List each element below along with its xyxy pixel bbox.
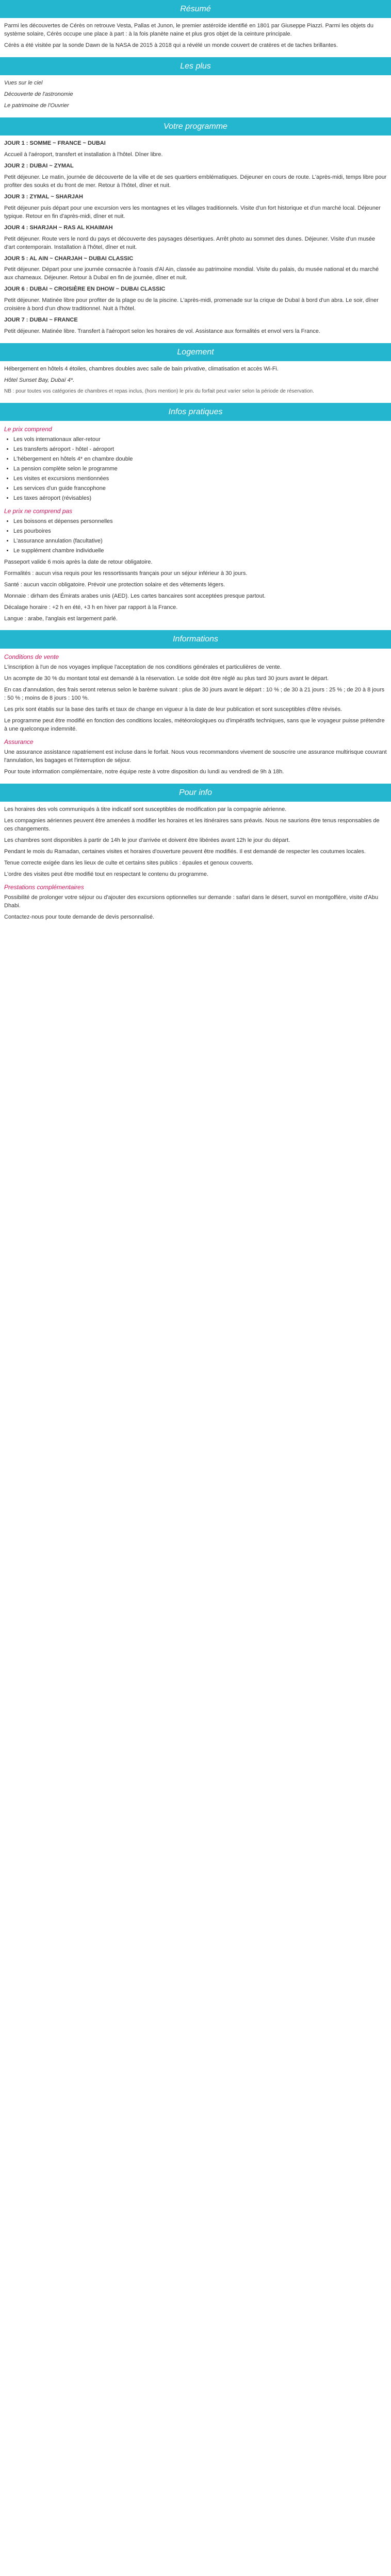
pratiques-paragraph-4: Monnaie : dirham des Émirats arabes unis (AED). Les cartes bancaires sont acceptées presque partout.	[4, 592, 266, 599]
page	[0, 0, 391, 925]
section-band-programme: Votre programme	[0, 117, 391, 135]
program-day-text: Petit déjeuner. Matinée libre pour profiter de la plage ou de la piscine. L'après-midi, promenade sur la crique de Dubaï à bord d'un abra. Le soir, dîner croisière à bord d'un dhow traditionnel. Nuit à l'hôtel.	[4, 297, 379, 312]
pratiques-paragraph-5: Décalage horaire : +2 h en été, +3 h en hiver par rapport à la France.	[4, 604, 178, 611]
list-item: • Les taxes aéroport (révisables)	[13, 495, 387, 503]
informations-subheading: Conditions de vente	[4, 653, 59, 660]
pourinfo-subheading: Prestations complémentaires	[4, 883, 84, 891]
section-band-pourinfo: Pour info	[0, 784, 391, 802]
included-list	[13, 436, 387, 503]
pratiques-paragraph-1: Passeport valide 6 mois après la date de retour obligatoire.	[4, 558, 153, 565]
informations-paragraph-4: Les prix sont établis sur la base des tarifs et taux de change en vigueur à la date de leur publication et sont susceptibles d'être révisés.	[4, 706, 343, 713]
list-item: • Les boissons et dépenses personnelles	[13, 518, 387, 526]
list-item: • Le supplément chambre individuelle	[13, 547, 387, 555]
list-item: • Les vols internationaux aller-retour	[13, 436, 387, 444]
pratiques-paragraph-2: Formalités : aucun visa requis pour les ressortissants français pour un séjour inférieur à 30 jours.	[4, 570, 248, 577]
excluded-list	[13, 518, 387, 555]
program-day-title: JOUR 6 : DUBAI ~ CROISIÈRE EN DHOW ~ DUBAI CLASSIC	[4, 286, 166, 293]
resume-paragraph-1: Parmi les découvertes de Cérès on retrouve Vesta, Pallas et Junon, le premier astéroïde identifié en 1801 par Giuseppe Piazzi. Parmi les objets du système solaire, Cérès occupe une place à part : à la fois planète naine et plus gros objet de la ceinture principale.	[4, 23, 373, 38]
program-day-text: Petit déjeuner puis départ pour une excursion vers les montagnes et les villages traditionnels. Visite d'un fort historique et d'un marché local. Déjeuner typique. Retour en fin d'après-midi, dîner et nuit.	[4, 205, 381, 219]
program-day-text: Petit déjeuner. Route vers le nord du pays et découverte des paysages désertiques. Arrêt photo au sommet des dunes. Déjeuner. Visite d'un musée d'art contemporain. Installation à l'hôtel, dîner et nuit.	[4, 235, 376, 250]
program-day-text: Accueil à l'aéroport, transfert et installation à l'hôtel. Dîner libre.	[4, 151, 163, 158]
pratiques-subheading: Le prix comprend	[4, 425, 52, 433]
informations-paragraph-2: Un acompte de 30 % du montant total est demandé à la réservation. Le solde doit être réglé au plus tard 30 jours avant le départ.	[4, 675, 329, 682]
section-resume	[0, 22, 391, 50]
list-item: • L'assurance annulation (facultative)	[13, 537, 387, 546]
program-day-5	[4, 255, 387, 283]
pratiques-paragraph-3: Santé : aucun vaccin obligatoire. Prévoir une protection solaire et des vêtements légers.	[4, 581, 225, 588]
program-day-title: JOUR 7 : DUBAI ~ FRANCE	[4, 317, 78, 324]
section-informations	[0, 653, 391, 776]
informations-paragraph-5: Le programme peut être modifié en fonction des conditions locales, météorologiques ou d'impératifs techniques, sans que le voyageur puisse prétendre à une quelconque indemnité.	[4, 717, 385, 732]
lieux-item-2: Découverte de l'astronomie	[4, 91, 73, 98]
list-item: • Les pourboires	[13, 528, 387, 536]
section-pratiques	[0, 425, 391, 623]
informations-paragraph-7: Pour toute information complémentaire, notre équipe reste à votre disposition du lundi au vendredi de 9h à 18h.	[4, 768, 284, 775]
program-day-text: Petit déjeuner. Le matin, journée de découverte de la ville et de ses quartiers emblématiques. Déjeuner en cours de route. L'après-midi, temps libre pour profiter des souks et du front de mer. Retour à l'hôtel, dîner et nuit.	[4, 174, 387, 189]
section-band-informations: Informations	[0, 630, 391, 648]
section-lieux	[0, 79, 391, 110]
program-day-text: Petit déjeuner. Matinée libre. Transfert à l'aéroport selon les horaires de vol. Assistance aux formalités et envol vers la France.	[4, 328, 320, 335]
pourinfo-paragraph-6: L'ordre des visites peut être modifié tout en respectant le contenu du programme.	[4, 871, 208, 877]
pourinfo-paragraph-5: Tenue correcte exigée dans les lieux de culte et certains sites publics : épaules et genoux couverts.	[4, 859, 254, 866]
program-day-title: JOUR 1 : SOMME ~ FRANCE ~ DUBAI	[4, 140, 106, 147]
program-day-6	[4, 285, 387, 313]
pratiques-paragraph-6: Langue : arabe, l'anglais est largement parlé.	[4, 615, 118, 622]
program-day-7	[4, 316, 387, 336]
section-band-pratiques: Infos pratiques	[0, 403, 391, 421]
pourinfo-paragraph-3: Les chambres sont disponibles à partir de 14h le jour d'arrivée et doivent être libérées avant 12h le jour du départ.	[4, 837, 290, 843]
logement-paragraph-2: Hôtel Sunset Bay, Dubaï 4*.	[4, 377, 75, 384]
program-day-2	[4, 162, 387, 190]
program-day-title: JOUR 2 : DUBAI ~ ZYMAL	[4, 163, 74, 170]
section-programme	[0, 140, 391, 336]
lieux-item-3: Le patrimoine de l'Ouvrier	[4, 103, 69, 109]
pratiques-subheading-2: Le prix ne comprend pas	[4, 507, 73, 515]
list-item: • La pension complète selon le programme	[13, 465, 387, 473]
program-day-title: JOUR 3 : ZYMAL ~ SHARJAH	[4, 193, 83, 200]
program-day-text: Petit déjeuner. Départ pour une journée consacrée à l'oasis d'Al Ain, classée au patrimoine mondial. Visite du palais, du musée national et du marché aux chameaux. Déjeuner. Retour à Dubaï en fin de journée, dîner et nuit.	[4, 266, 379, 281]
section-logement	[0, 365, 391, 395]
resume-paragraph-2: Cérès a été visitée par la sonde Dawn de la NASA de 2015 à 2018 qui a révélé un monde couvert de cratères et de taches brillantes.	[4, 42, 338, 49]
program-day-title: JOUR 4 : SHARJAH ~ RAS AL KHAIMAH	[4, 224, 113, 231]
list-item: • Les transferts aéroport - hôtel - aéroport	[13, 446, 387, 454]
informations-paragraph-6: Une assurance assistance rapatriement est incluse dans le forfait. Nous vous recommandons vivement de souscrire une assurance multirisque couvrant l'annulation, les bagages et l'interruption de séjour.	[4, 749, 387, 764]
program-day-1	[4, 140, 387, 159]
logement-note: NB : pour toutes vos catégories de chambres et repas inclus, (hors mention) le prix du forfait peut varier selon la période de réservation.	[4, 388, 314, 395]
list-item: • L'hébergement en hôtels 4* en chambre double	[13, 455, 387, 464]
informations-paragraph-3: En cas d'annulation, des frais seront retenus selon le barème suivant : plus de 30 jours avant le départ : 10 % ; de 30 à 21 jours : 25 % ; de 20 à 8 jours : 50 % ; moins de 8 jours : 100 %.	[4, 686, 385, 701]
pourinfo-paragraph-2: Les compagnies aériennes peuvent être amenées à modifier les horaires et les itinéraires sans préavis. Nous ne saurions être tenus responsables de ces changements.	[4, 817, 380, 832]
list-item: • Les visites et excursions mentionnées	[13, 475, 387, 483]
program-day-title: JOUR 5 : AL AIN ~ CHARJAH ~ DUBAI CLASSIC	[4, 255, 134, 262]
pourinfo-paragraph-4: Pendant le mois du Ramadan, certaines visites et horaires d'ouverture peuvent être modifiés. Il est demandé de respecter les coutumes locales.	[4, 848, 366, 855]
program-day-3	[4, 193, 387, 221]
section-band-lieux: Les plus	[0, 57, 391, 75]
list-item: • Les services d'un guide francophone	[13, 485, 387, 493]
informations-paragraph-1: L'inscription à l'un de nos voyages implique l'acceptation de nos conditions générales et particulières de vente.	[4, 664, 282, 671]
pourinfo-paragraph-8: Contactez-nous pour toute demande de devis personnalisé.	[4, 913, 155, 920]
pourinfo-paragraph-1: Les horaires des vols communiqués à titre indicatif sont susceptibles de modification par la compagnie aérienne.	[4, 806, 287, 812]
lieux-item-1: Vues sur le ciel	[4, 80, 43, 87]
section-band-logement: Logement	[0, 343, 391, 361]
logement-paragraph-1: Hébergement en hôtels 4 étoiles, chambres doubles avec salle de bain privative, climatisation et accès Wi-Fi.	[4, 366, 279, 372]
section-pourinfo	[0, 806, 391, 922]
program-day-4	[4, 224, 387, 252]
section-band-resume: Résumé	[0, 0, 391, 18]
informations-subheading-2: Assurance	[4, 738, 34, 745]
pourinfo-paragraph-7: Possibilité de prolonger votre séjour ou d'ajouter des excursions optionnelles sur demande : safari dans le désert, survol en montgolfière, visite d'Abu Dhabi.	[4, 894, 379, 909]
